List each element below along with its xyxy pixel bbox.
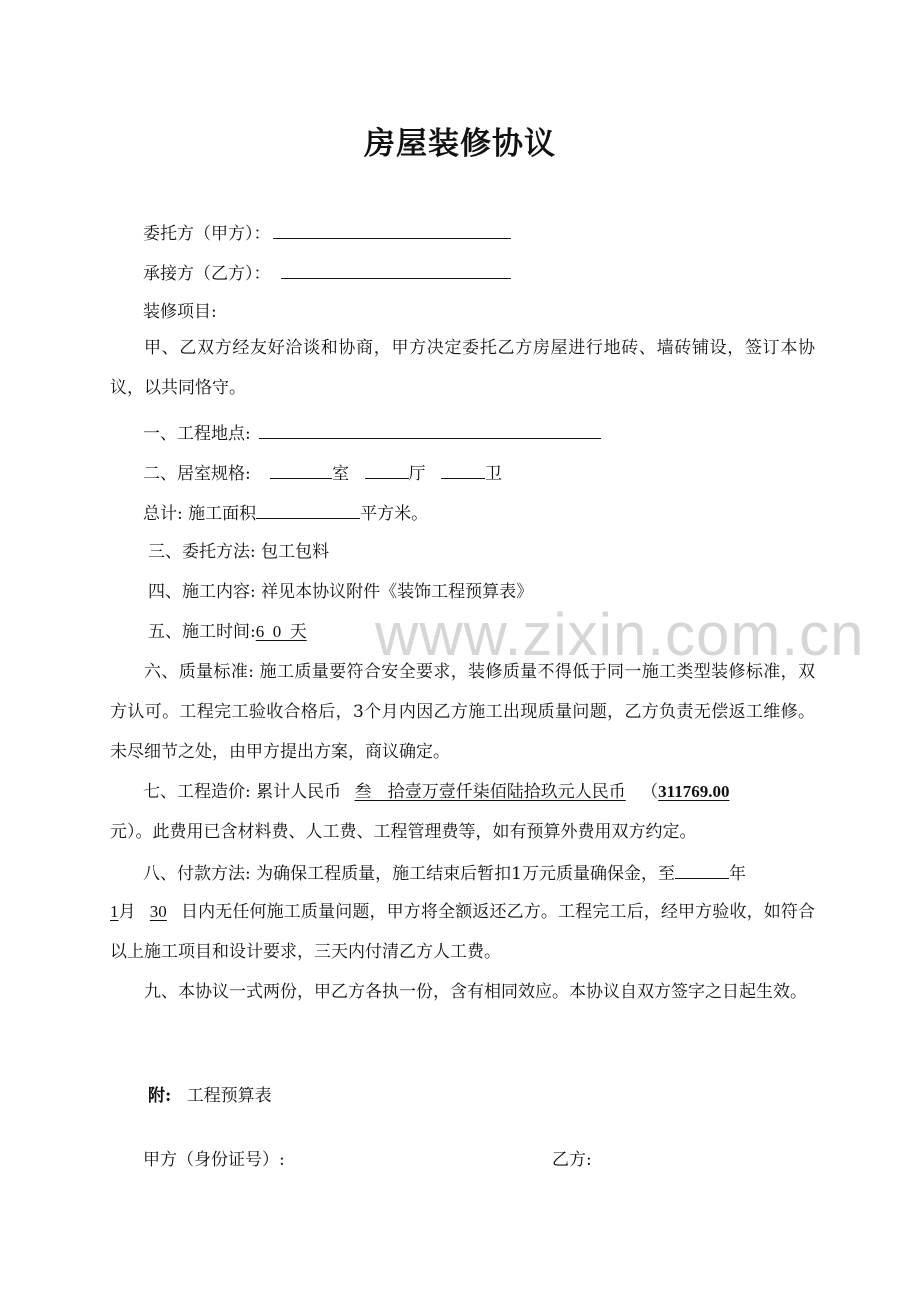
time-field xyxy=(148,620,307,644)
location-label: 一、工程地点: xyxy=(143,424,251,444)
contractor-field xyxy=(143,260,511,286)
bath-blank xyxy=(441,460,485,479)
location-blank xyxy=(259,420,601,439)
method-line: 三、委托方法: 包工包料 xyxy=(148,542,330,562)
cost-line xyxy=(143,780,729,804)
month-label: 月 xyxy=(118,902,136,922)
total-label: 总计: 施工面积 xyxy=(143,504,257,524)
location-field xyxy=(143,420,601,446)
project-label: 装修项目: xyxy=(143,302,217,322)
contractor-blank xyxy=(281,260,511,279)
contractor-label: 承接方（乙方）： xyxy=(143,264,271,284)
party-b-signature: 乙方: xyxy=(552,1150,592,1170)
room-label: 室 xyxy=(332,464,350,484)
time-label: 五、施工时间: xyxy=(148,622,256,642)
cost-suffix: 元）。此费用已含材料费、人工费、工程管理费等，如有预算外费用双方约定。 xyxy=(110,822,697,842)
attachment-line xyxy=(148,1084,272,1108)
total-suffix: 平方米。 xyxy=(360,504,429,524)
client-blank xyxy=(273,220,511,239)
client-label: 委托方（甲方）： xyxy=(143,224,271,244)
area-blank xyxy=(256,500,360,519)
hall-label: 厅 xyxy=(408,464,426,484)
hall-blank xyxy=(365,460,409,479)
watermark: www.zixin.com.cn xyxy=(375,601,865,668)
year-blank xyxy=(675,860,729,879)
cost-open-paren: （ xyxy=(641,782,659,802)
client-field xyxy=(143,220,511,246)
party-a-signature: 甲方（身份证号）: xyxy=(143,1150,285,1170)
spec-label: 二、居室规格: xyxy=(143,464,251,484)
spec-field xyxy=(143,460,502,486)
payment-paragraph xyxy=(110,892,815,972)
time-value: 6 0 天 xyxy=(255,622,307,641)
quality-paragraph: 六、质量标准: 施工质量要符合安全要求，装修质量不得低于同一施工类型装修标准，双方认可。工程完工验收合格后，3个月内因乙方施工出现质量问题，乙方负责无偿返工维修。未尽细节之处，由甲方提出方案，商议确定。 xyxy=(110,662,815,762)
attachment-name: 工程预算表 xyxy=(186,1086,272,1106)
cost-label: 七、工程造价: 累计人民币 xyxy=(143,782,342,802)
payment-rest: 日内无任何施工质量问题，甲方将全额返还乙方。工程完工后，经甲方验收，如符合以上施工项目和设计要求，三天内付清乙方人工费。 xyxy=(110,902,816,962)
document-title: 房屋装修协议 xyxy=(364,126,556,162)
payment-month: 1 xyxy=(110,902,119,921)
cost-amount: 311769.00 xyxy=(658,782,730,801)
payment-label: 八、付款方法: 为确保工程质量，施工结束后暂扣1万元质量确保金，至 xyxy=(143,864,675,884)
total-field xyxy=(143,500,428,526)
payment-day: 30 xyxy=(149,902,167,921)
cost-words: 叁 拾壹万壹仟柒佰陆拾玖元人民币 xyxy=(354,782,626,802)
year-label: 年 xyxy=(728,864,746,884)
payment-line-1 xyxy=(143,860,746,886)
bath-label: 卫 xyxy=(484,464,502,484)
attachment-label: 附: xyxy=(148,1086,172,1106)
content-line: 四、施工内容: 祥见本协议附件《装饰工程预算表》 xyxy=(148,582,534,602)
intro-paragraph: 甲、乙双方经友好洽谈和协商，甲方决定委托乙方房屋进行地砖、墙砖铺设，签订本协议，以共同恪守。 xyxy=(110,338,815,398)
copies-paragraph: 九、本协议一式两份，甲乙方各执一份，含有相同效应。本协议自双方签字之日起生效。 xyxy=(144,982,807,1002)
room-blank xyxy=(270,460,332,479)
